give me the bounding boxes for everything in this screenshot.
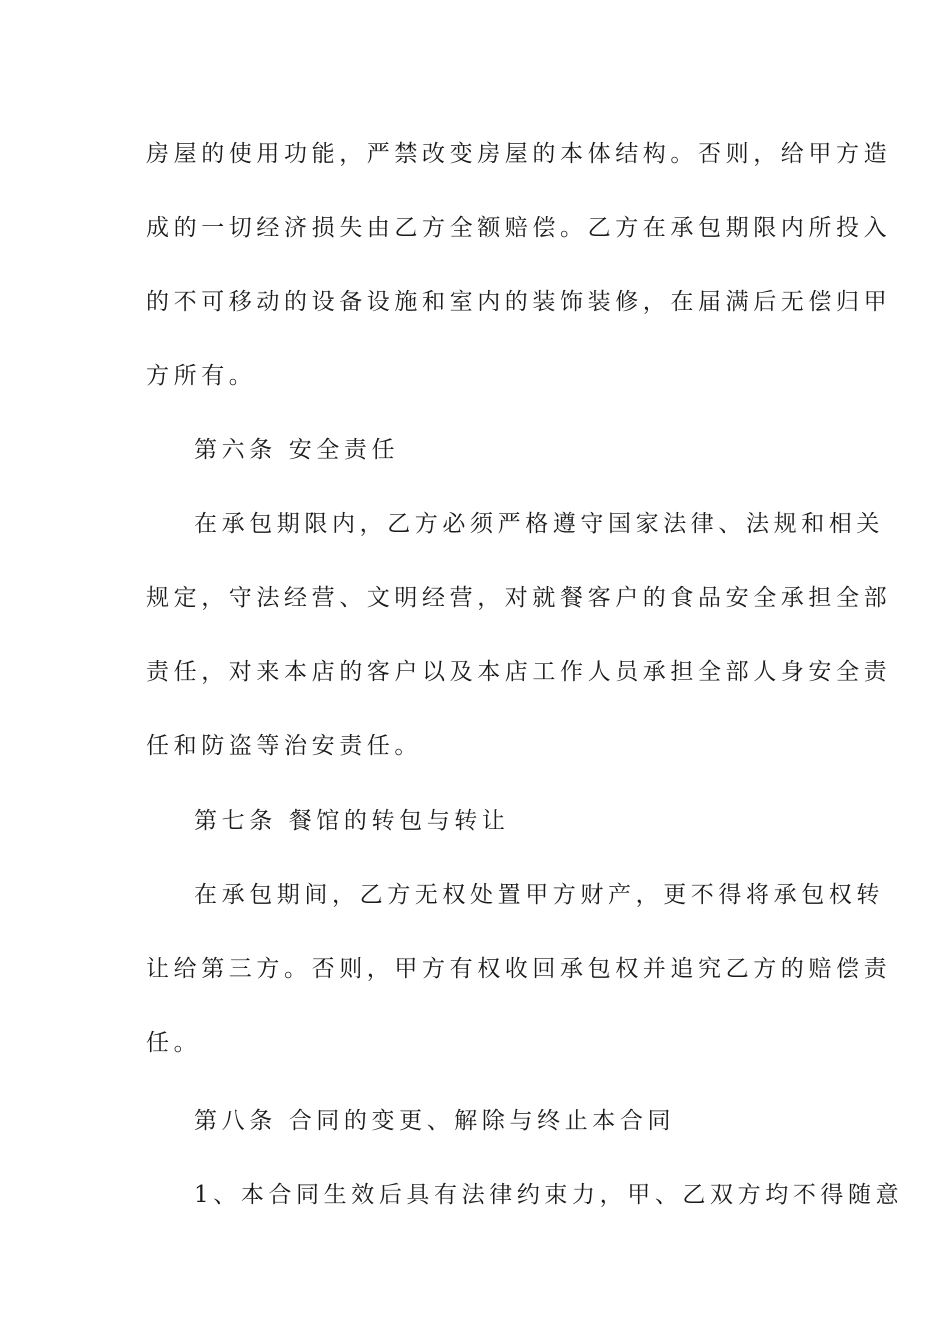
body-text-line: 责任，对来本店的客户以及本店工作人员承担全部人身安全责 bbox=[146, 659, 892, 685]
article-6-heading: 第六条 安全责任 bbox=[194, 437, 400, 463]
body-text-line: 1、本合同生效后具有法律约束力，甲、乙双方均不得随意 bbox=[194, 1182, 904, 1208]
article-8-heading: 第八条 合同的变更、解除与终止本合同 bbox=[194, 1108, 676, 1134]
body-text-line: 的不可移动的设备设施和室内的装饰装修，在届满后无偿归甲 bbox=[146, 289, 892, 315]
body-text-line: 在承包期间，乙方无权处置甲方财产，更不得将承包权转 bbox=[194, 882, 884, 908]
body-text-line: 成的一切经济损失由乙方全额赔偿。乙方在承包期限内所投入 bbox=[146, 215, 892, 241]
article-7-heading: 第七条 餐馆的转包与转让 bbox=[194, 808, 510, 834]
body-text-line: 任。 bbox=[146, 1030, 202, 1056]
body-text-line: 方所有。 bbox=[146, 363, 257, 389]
body-text-line: 任和防盗等治安责任。 bbox=[146, 733, 422, 759]
body-text-line: 在承包期限内，乙方必须严格遵守国家法律、法规和相关 bbox=[194, 511, 884, 537]
body-text-line: 房屋的使用功能，严禁改变房屋的本体结构。否则，给甲方造 bbox=[146, 141, 892, 167]
body-text-line: 让给第三方。否则，甲方有权收回承包权并追究乙方的赔偿责 bbox=[146, 956, 892, 982]
body-text-line: 规定，守法经营、文明经营，对就餐客户的食品安全承担全部 bbox=[146, 585, 892, 611]
